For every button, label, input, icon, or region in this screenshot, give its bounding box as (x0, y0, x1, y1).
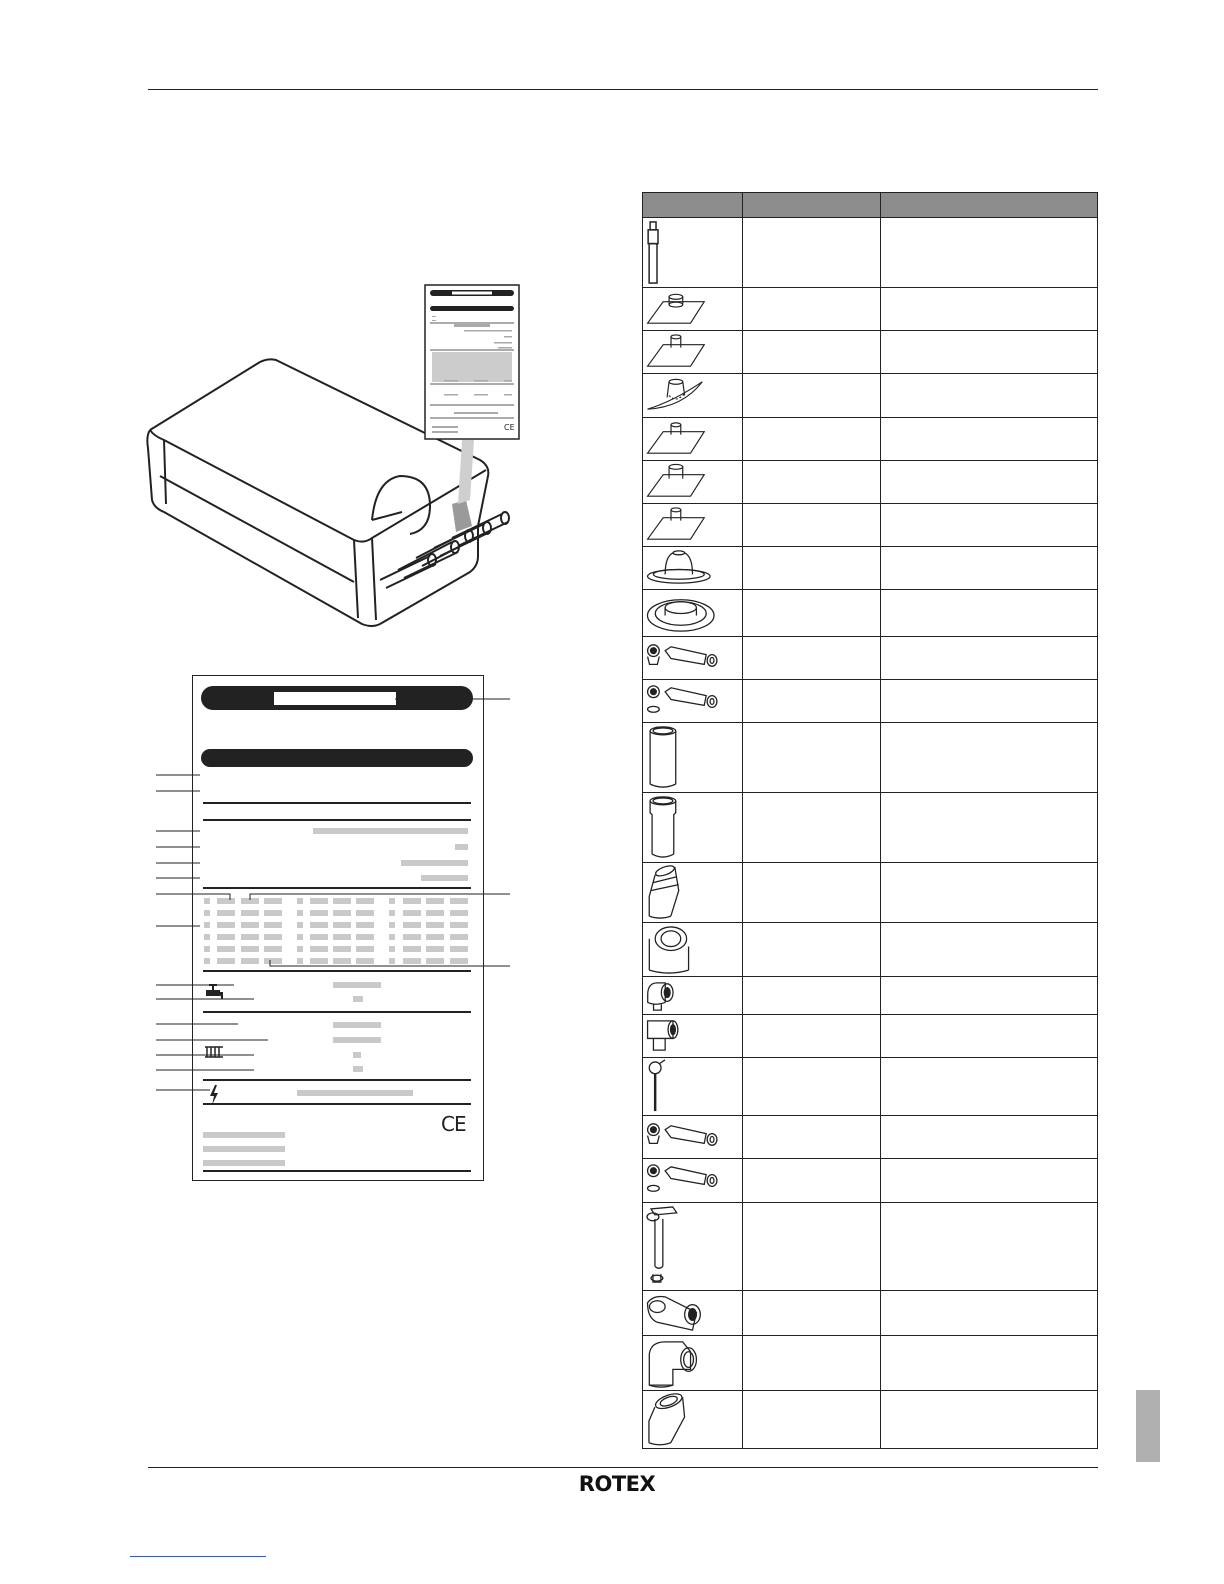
plate-field (203, 1132, 285, 1138)
table-row (643, 977, 1097, 1015)
bend-45-icon (643, 863, 742, 922)
header-rule (148, 89, 1098, 90)
table-header-cell (643, 193, 743, 217)
roof-flashing-plate-icon (643, 461, 742, 503)
table-row (643, 288, 1097, 331)
table-row (643, 1058, 1097, 1116)
bend-87-icon (643, 923, 742, 976)
table-row (643, 1291, 1097, 1336)
table-row (643, 1159, 1097, 1203)
table-header-cell (743, 193, 881, 217)
brand-logo: ROTEX (578, 1472, 656, 1496)
accessory-table (642, 192, 1098, 1449)
elbow-90-icon (643, 1336, 742, 1390)
flat-roof-ring-icon (643, 590, 742, 636)
tee-piece-icon (643, 1015, 742, 1057)
table-row (643, 1116, 1097, 1159)
footer-rule (148, 1467, 1098, 1468)
pipe-clamp-icon (643, 1058, 742, 1115)
horizontal-wall-terminal-icon (643, 680, 742, 722)
plate-divider (203, 1103, 471, 1105)
plate-divider (203, 1170, 471, 1172)
nameplate-thumbnail (424, 284, 520, 440)
table-header-row (643, 193, 1097, 218)
horizontal-wall-terminal-icon (643, 1159, 742, 1202)
table-row (643, 374, 1097, 418)
plate-field (203, 1160, 285, 1166)
table-row (643, 218, 1097, 288)
roof-flashing-plate-icon (643, 331, 742, 373)
plate-field (203, 1146, 285, 1152)
table-row (643, 504, 1097, 547)
pitched-roof-tile-icon (643, 374, 742, 417)
table-row (643, 590, 1097, 637)
footer-link-underline (130, 1556, 266, 1557)
callout-lines (150, 680, 520, 1100)
table-row (643, 547, 1097, 590)
vertical-roof-duct-icon (643, 218, 742, 287)
table-header-cell (881, 193, 1097, 217)
svg-text:CE: CE (504, 423, 515, 432)
inspection-bend-icon (643, 1291, 742, 1335)
table-row (643, 637, 1097, 680)
table-row (643, 680, 1097, 723)
table-row (643, 331, 1097, 374)
table-row (643, 1391, 1097, 1448)
bend-45-socket-icon (643, 1391, 742, 1448)
ce-mark: CE (441, 1112, 466, 1136)
roof-flashing-plate-icon (643, 418, 742, 460)
elbow-icon (643, 977, 742, 1014)
flat-roof-collar-icon (643, 547, 742, 589)
table-row (643, 418, 1097, 461)
page-section-tab (1136, 1390, 1160, 1462)
table-row (643, 923, 1097, 977)
horizontal-wall-terminal-icon (643, 1116, 742, 1158)
vertical-kit-icon (643, 1203, 742, 1290)
horizontal-wall-terminal-icon (643, 637, 742, 679)
table-row (643, 1015, 1097, 1058)
table-row (643, 1203, 1097, 1291)
roof-flashing-plate-icon (643, 288, 742, 330)
table-row (643, 723, 1097, 793)
roof-flashing-plate-icon (643, 504, 742, 546)
table-row (643, 793, 1097, 863)
table-row (643, 1336, 1097, 1391)
table-row (643, 461, 1097, 504)
extension-pipe-icon (643, 793, 742, 862)
table-row (643, 863, 1097, 923)
extension-pipe-icon (643, 723, 742, 792)
